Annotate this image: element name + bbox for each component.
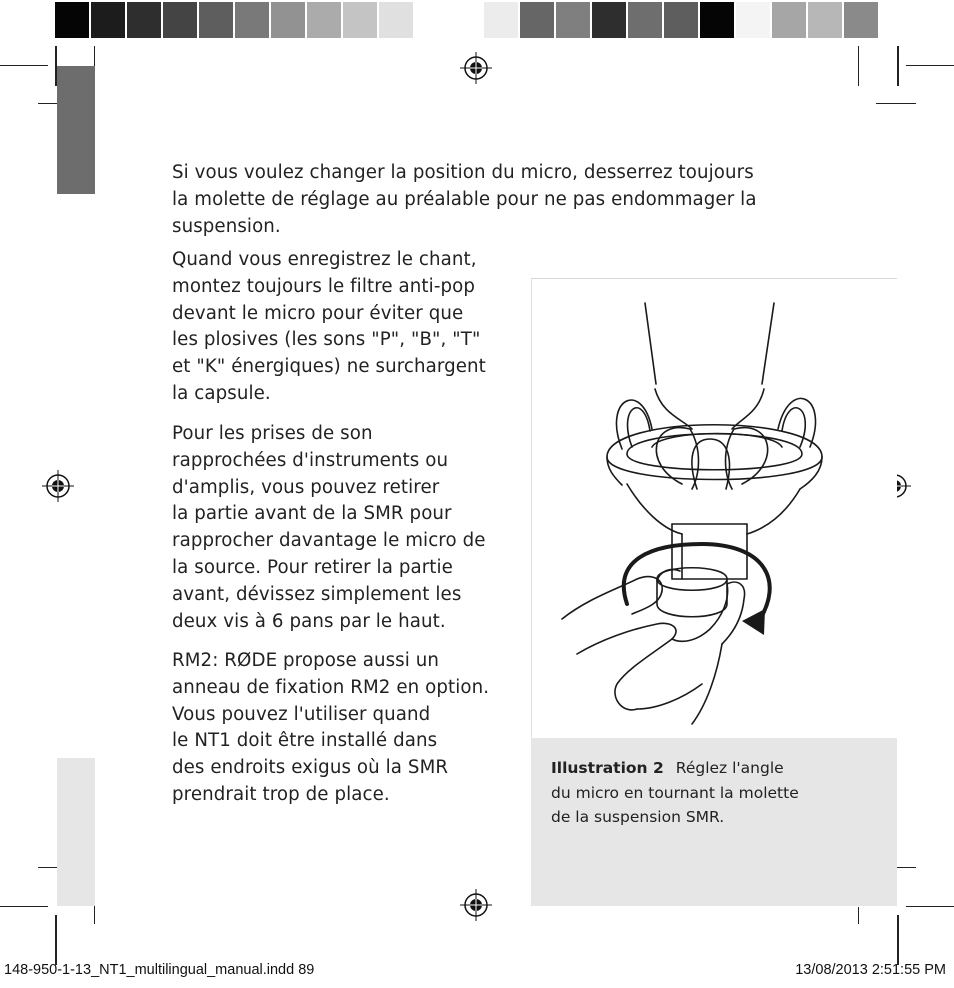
color-swatch [343, 2, 379, 38]
color-swatch [415, 2, 451, 38]
shock-mount-hand-illustration-icon [532, 279, 898, 739]
color-swatch [556, 2, 592, 38]
color-bar-left [55, 2, 451, 38]
color-swatch [628, 2, 664, 38]
color-swatch [55, 2, 91, 38]
figure-caption: Illustration 2 Réglez l'angle du micro en tournant la molette de la suspension SMR. [551, 759, 799, 826]
color-swatch [271, 2, 307, 38]
color-swatch [235, 2, 271, 38]
color-swatch [199, 2, 235, 38]
color-swatch [844, 2, 880, 38]
color-swatch [91, 2, 127, 38]
figure-caption-panel [531, 738, 897, 906]
paragraph-intro: Si vous voulez changer la position du micro, desserrez toujours la molette de réglage au préalable pour ne pas endommager la suspension. [172, 162, 757, 237]
paragraph-close-miking: Pour les prises de son rapprochées d'instruments ou d'amplis, vous pouvez retirer la partie avant de la SMR pour rapprocher davantage le micro de la source. Pour retirer la partie avant, dévissez simplement les deux vis à 6 pans par le haut. [172, 423, 486, 632]
figure-illustration [531, 278, 897, 738]
color-swatch [664, 2, 700, 38]
footer-timestamp: 13/08/2013 2:51:55 PM [795, 962, 946, 978]
section-tab-light [57, 758, 95, 906]
figure-caption-label: Illustration 2 [551, 759, 664, 777]
color-swatch [700, 2, 736, 38]
color-swatch [379, 2, 415, 38]
registration-mark-left-icon [42, 470, 74, 502]
color-bar-right [484, 2, 880, 38]
footer-filename: 148-950-1-13_NT1_multilingual_manual.indd 89 [4, 962, 315, 978]
registration-mark-bottom-icon [460, 889, 492, 921]
color-swatch [520, 2, 556, 38]
color-swatch [307, 2, 343, 38]
color-swatch [484, 2, 520, 38]
color-swatch [592, 2, 628, 38]
color-swatch [127, 2, 163, 38]
section-tab-dark [57, 66, 95, 194]
color-swatch [736, 2, 772, 38]
paragraph-rm2: RM2: RØDE propose aussi un anneau de fixation RM2 en option. Vous pouvez l'utiliser quand le NT1 doit être installé dans des endroits exigus où la SMR prendrait trop de place. [172, 650, 490, 805]
color-swatch [163, 2, 199, 38]
color-swatch [808, 2, 844, 38]
color-swatch [772, 2, 808, 38]
registration-mark-top-icon [460, 52, 492, 84]
paragraph-vocal: Quand vous enregistrez le chant, montez toujours le filtre anti-pop devant le micro pour éviter que les plosives (les sons "P", "B", "T" et "K" énergiques) ne surchargent la capsule. [172, 249, 486, 404]
